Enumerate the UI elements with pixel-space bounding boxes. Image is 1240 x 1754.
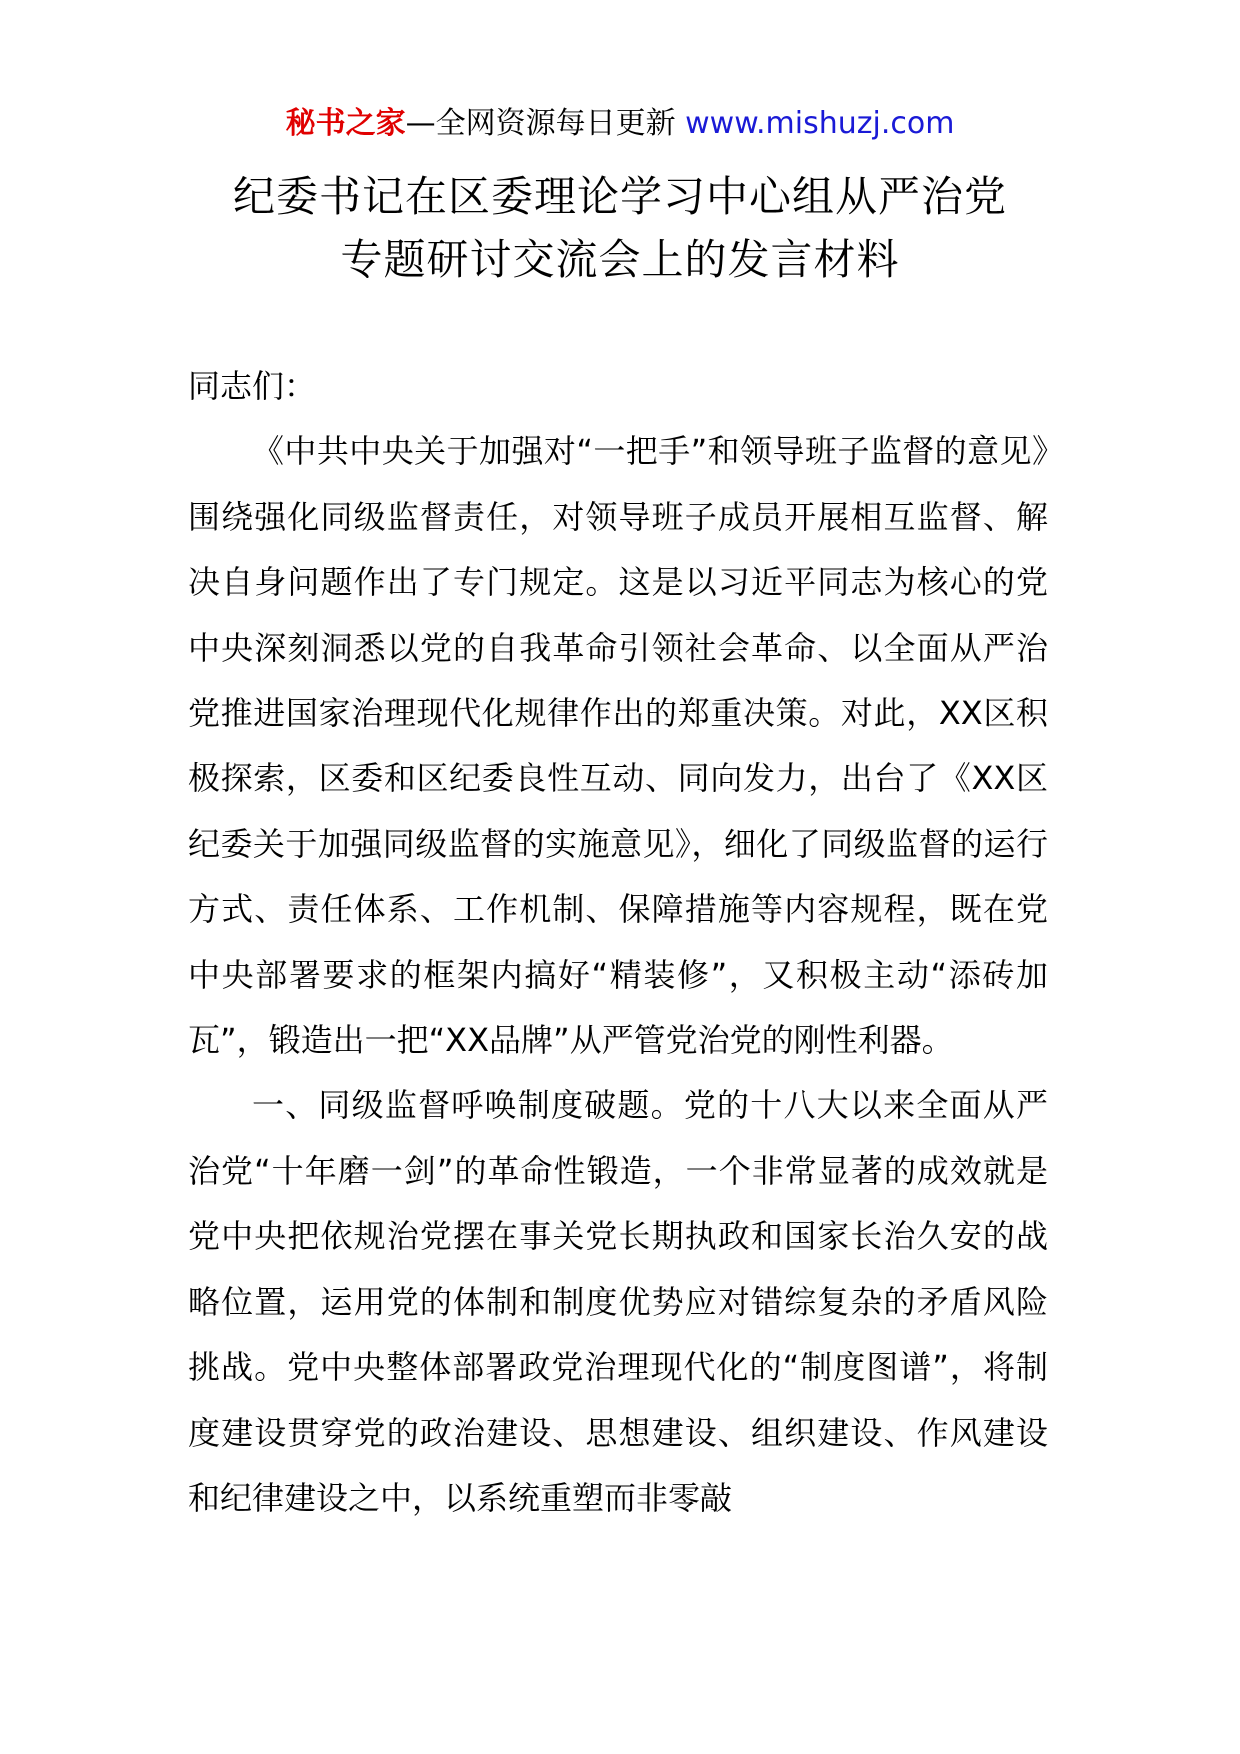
salutation: 同志们： [188,367,317,405]
brand-name: 秘书之家 [285,106,406,141]
document-body [188,354,1048,1531]
title-line-1: 纪委书记在区委理论学习中心组从严治党 [232,172,1007,221]
paragraph-1: 《中共中央关于加强对“一把手”和领导班子监督的意见》围绕强化同级监督责任，对领导班子成员开展相互监督、解决自身问题作出了专门规定。这是以习近平同志为核心的党中央深刻洞悉以党的自我革命引领社会革命、以全面从严治党推进国家治理现代化规律作出的郑重决策。对此，XX区积极探索，区委和区纪委良性互动、同向发力，出台了《XX区纪委关于加强同级监督的实施意见》，细化了同级监督的运行方式、责任体系、工作机制、保障措施等内容规程，既在党中央部署要求的框架内搞好“精装修”，又积极主动“添砖加瓦”，锻造出一把“XX品牌”从严管党治党的刚性利器。 [188,432,1048,1060]
document-title [0,165,1240,291]
title-line-2: 专题研讨交流会上的发言材料 [340,235,900,284]
paragraph-2: 一、同级监督呼唤制度破题。党的十八大以来全面从严治党“十年磨一剑”的革命性锻造，一个非常显著的成效就是党中央把依规治党摆在事关党长期执政和国家长治久安的战略位置，运用党的体制和制度优势应对错综复杂的矛盾风险挑战。党中央整体部署政党治理现代化的“制度图谱”，将制度建设贯穿党的政治建设、思想建设、组织建设、作风建设和纪律建设之中，以系统重塑而非零敲 [188,1086,1048,1517]
header-slogan: —全网资源每日更新 [405,106,676,141]
header-url-link[interactable]: www.mishuzj.com [685,106,955,141]
site-header [0,98,1240,150]
